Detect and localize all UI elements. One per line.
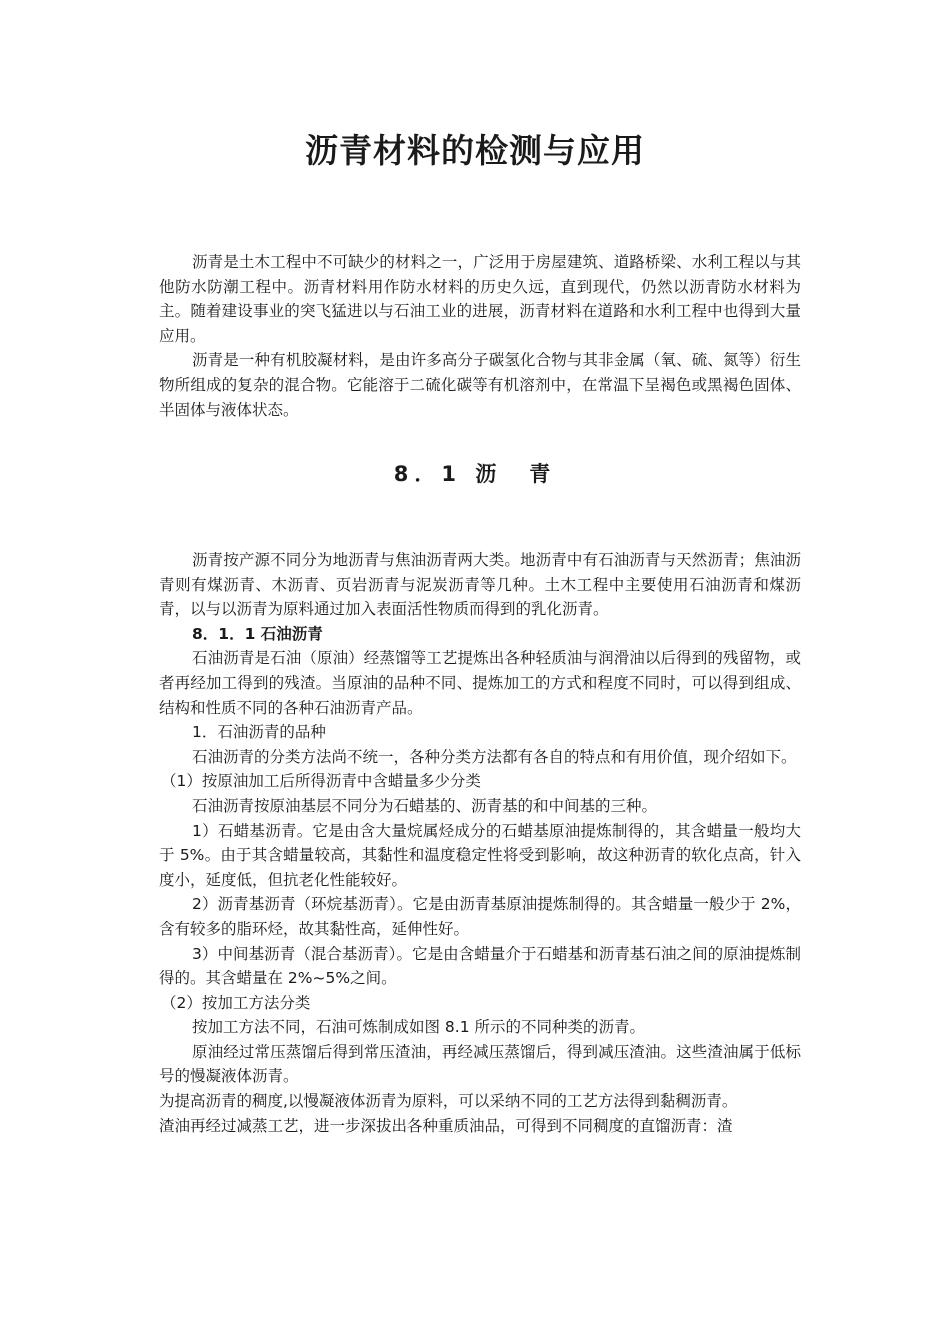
intro-paragraph-2: 沥青是一种有机胶凝材料，是由许多高分子碳氢化合物与其非金属（氧、硫、氮等）衍生物所组成的复杂的混合物。它能溶于二硫化碳等有机溶剂中，在常温下呈褐色或黑褐色固体、半固体与液体状态。 (159, 351, 801, 419)
category1-title: （1）按原油加工后所得沥青中含蜡量多少分类 (161, 772, 481, 791)
item1-title: 1．石油沥青的品种 (192, 723, 326, 742)
item1-paragraph: 石油沥青的分类方法尚不统一，各种分类方法都有各自的特点和有用价值，现介绍如下。 (192, 747, 797, 766)
category2-paragraph-3: 为提高沥青的稠度,以慢凝液体沥青为原料，可以采纳不同的工艺方法得到黏稠沥青。 (159, 1092, 738, 1111)
category1-item-3: 3）中间基沥青（混合基沥青）。它是由含蜡量介于石蜡基和沥青基石油之间的原油提炼制得的。其含蜡量在 2%~5%之间。 (159, 944, 801, 988)
category1-item-2: 2）沥青基沥青（环烷基沥青）。它是由沥青基原油提炼制得的。其含蜡量一般少于 2%，含有较多的脂环烃，故其黏性高，延伸性好。 (159, 895, 801, 938)
category1-paragraph: 石油沥青按原油基层不同分为石蜡基的、沥青基的和中间基的三种。 (192, 796, 658, 815)
intro-block (159, 250, 801, 422)
category2-title: （2）按加工方法分类 (161, 993, 311, 1012)
subsection-heading: 8．1．1 石油沥青 (192, 624, 323, 643)
intro-paragraph-1: 沥青是土木工程中不可缺少的材料之一，广泛用于房屋建筑、道路桥梁、水利工程以与其他防水防潮工程中。沥青材料用作防水材料的历史久远，直到现代，仍然以沥青防水材料为主。随着建设事业的突飞猛进以与石油工业的进展，沥青材料在道路和水利工程中也得到大量应用。 (159, 253, 801, 345)
category2-paragraph-1: 按加工方法不同，石油可炼制成如图 8.1 所示的不同种类的沥青。 (192, 1018, 646, 1037)
section-body (159, 548, 801, 1138)
overview-paragraph: 沥青按产源不同分为地沥青与焦油沥青两大类。地沥青中有石油沥青与天然沥青；焦油沥青则有煤沥青、木沥青、页岩沥青与泥炭沥青等几种。土木工程中主要使用石油沥青和煤沥青，以与以沥青为原料通过加入表面活性物质而得到的乳化沥青。 (159, 551, 801, 619)
category2-paragraph-2: 原油经过常压蒸馏后得到常压渣油，再经减压蒸馏后，得到减压渣油。这些渣油属于低标号的慢凝液体沥青。 (159, 1042, 801, 1086)
section-heading: 8．1 沥 青 (393, 462, 557, 486)
category1-item-1: 1）石蜡基沥青。它是由含大量烷属烃成分的石蜡基原油提炼制得的，其含蜡量一般均大于 5%。由于其含蜡量较高，其黏性和温度稳定性将受到影响，故这种沥青的软化点高，针入度小，延度低，但抗老化性能较好。 (159, 821, 801, 889)
document-title: 沥青材料的检测与应用 (305, 131, 645, 170)
category2-paragraph-4: 渣油再经过减蒸工艺，进一步深拔出各种重质油品，可得到不同稠度的直馏沥青：渣 (159, 1116, 733, 1135)
petroleum-paragraph: 石油沥青是石油（原油）经蒸馏等工艺提炼出各种轻质油与润滑油以后得到的残留物，或者再经加工得到的残渣。当原油的品种不同、提炼加工的方式和程度不同时，可以得到组成、结构和性质不同的各种石油沥青产品。 (159, 649, 801, 717)
